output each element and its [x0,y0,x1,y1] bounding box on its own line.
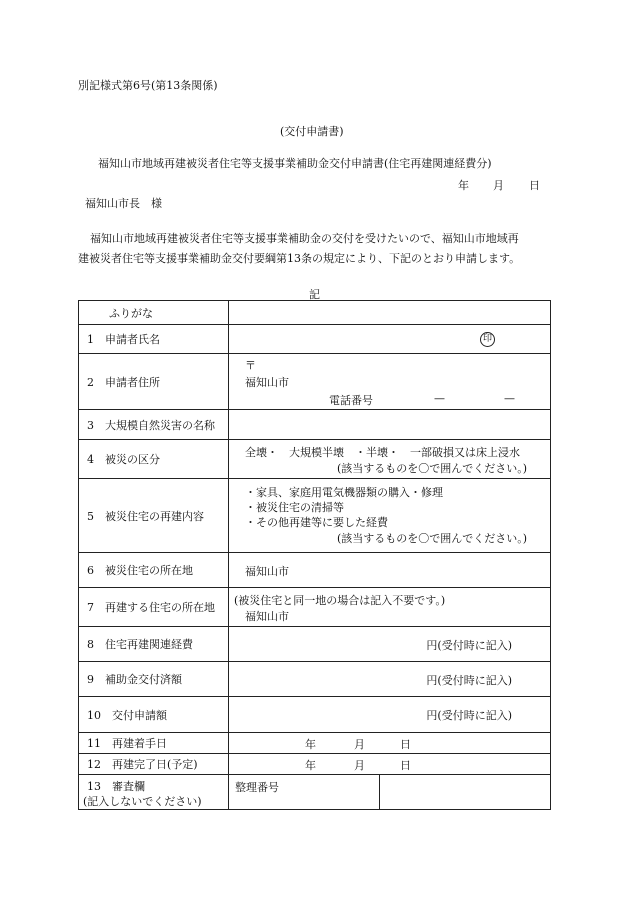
disaster-name-label: 3 大規模自然災害の名称 [79,410,229,440]
applicant-name-label: 1 申請者氏名 [79,325,229,354]
start-day: 日 [400,738,411,751]
damaged-house-city: 福知山市 [245,565,289,578]
applicant-address-field[interactable] [229,354,551,410]
new-house-location-field[interactable] [229,588,551,627]
request-amount-unit: 円(受付時に記入) [426,709,512,722]
rebuild-item-3: ・その他再建等に要した経費 [245,516,388,529]
date-year: 年 [458,179,469,192]
new-house-city: 福知山市 [245,610,289,623]
subsidy-paid-field[interactable] [229,662,551,697]
applicant-name-field[interactable] [229,325,551,354]
postal-mark: 〒 [245,359,256,372]
phone-dash-2: — [504,392,515,405]
rebuild-item-2: ・被災住宅の清掃等 [245,501,344,514]
form-kind: (交付申請書) [280,125,344,138]
damage-category-label: 4 被災の区分 [79,440,229,479]
subsidy-paid-unit: 円(受付時に記入) [426,674,512,687]
reference-number-label: 整理番号 [235,781,279,794]
rebuild-expense-unit: 円(受付時に記入) [426,639,512,652]
new-house-location-label: 7 再建する住宅の所在地 [79,588,229,627]
start-date-field[interactable] [229,733,551,754]
application-table [78,300,551,810]
rebuild-note: (該当するものを〇で囲んでください。) [337,532,528,545]
document-title: 福知山市地域再建被災者住宅等支援事業補助金交付申請書(住宅再建関連経費分) [98,157,492,170]
phone-dash-1: — [434,392,445,405]
ki-heading: 記 [309,288,320,301]
form-number: 別記様式第6号(第13条関係) [78,79,218,92]
request-amount-label: 10 交付申請額 [79,697,229,733]
damaged-house-location-label: 6 被災住宅の所在地 [79,553,229,588]
damage-note: (該当するものを〇で囲んでください。) [337,462,528,475]
body-text-line2: 建被災者住宅等支援事業補助金交付要綱第13条の規定により、下記のとおり申請します。 [78,252,521,265]
start-year: 年 [305,738,316,751]
review-label-line1: 13 審査欄 [87,780,145,793]
address-city: 福知山市 [245,376,289,389]
phone-label: 電話番号 [329,394,373,407]
damaged-house-location-field[interactable] [229,553,551,588]
seal-mark: 印 [480,332,495,347]
damage-options: 全壊・ 大規模半壊 ・半壊・ 一部破損又は床上浸水 [245,446,520,459]
reference-divider [379,775,380,809]
date-day: 日 [529,179,540,192]
start-month: 月 [354,738,365,751]
applicant-address-label: 2 申請者住所 [79,354,229,410]
new-house-note: (被災住宅と同一地の場合は記入不要です。) [234,594,446,607]
request-amount-field[interactable] [229,697,551,733]
rebuild-item-1: ・家具、家庭用電気機器類の購入・修理 [245,486,443,499]
review-field [229,775,551,810]
completion-year: 年 [305,759,316,772]
body-text-line1: 福知山市地域再建被災者住宅等支援事業補助金の交付を受けたいので、福知山市地域再 [90,232,519,245]
start-date-label: 11 再建着手日 [79,733,229,754]
completion-date-field[interactable] [229,754,551,775]
review-label-line2: (記入しないでください) [83,795,202,808]
damage-category-field[interactable] [229,440,551,479]
recipient: 福知山市長 様 [85,197,162,210]
rebuild-expense-label: 8 住宅再建関連経費 [79,627,229,662]
completion-month: 月 [354,759,365,772]
completion-date-label: 12 再建完了日(予定) [79,754,229,775]
subsidy-paid-label: 9 補助金交付済額 [79,662,229,697]
furigana-field[interactable] [229,301,551,325]
rebuild-content-label: 5 被災住宅の再建内容 [79,479,229,553]
rebuild-content-field[interactable] [229,479,551,553]
furigana-label: ふりがな [79,301,229,325]
date-month: 月 [493,179,504,192]
completion-day: 日 [400,759,411,772]
rebuild-expense-field[interactable] [229,627,551,662]
disaster-name-field[interactable] [229,410,551,440]
review-label [79,775,229,810]
